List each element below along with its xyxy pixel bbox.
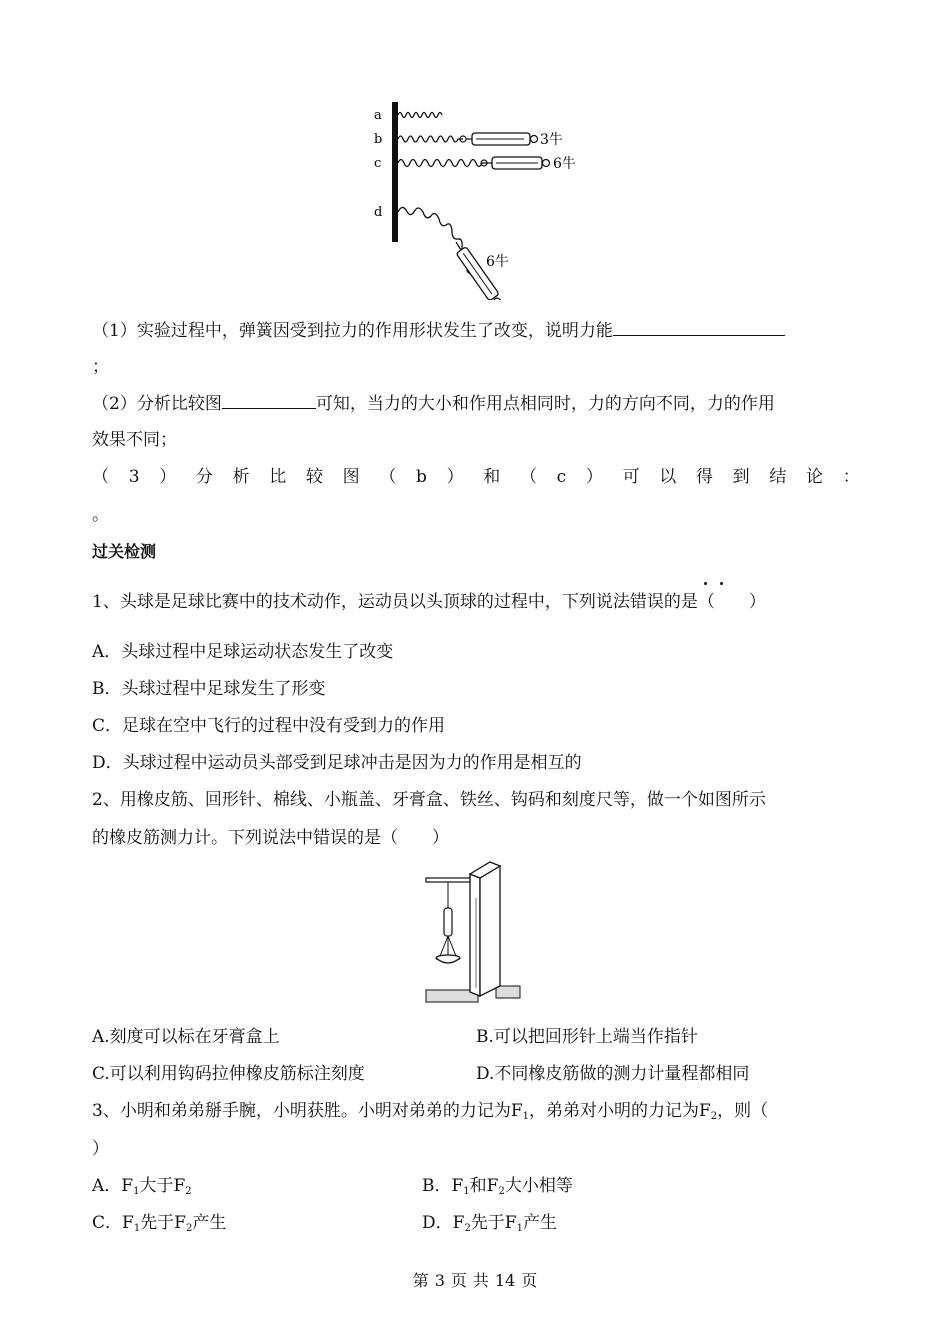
q2-option-c[interactable]: C.可以利用钩码拉伸橡皮筋标注刻度 bbox=[92, 1064, 365, 1084]
reading-d: 6牛 bbox=[486, 254, 509, 270]
section-title: 过关检测 bbox=[92, 542, 157, 561]
cap-bottom bbox=[436, 958, 460, 963]
q-intro-3: （ 3 ） 分 析 比 较 图 （ b ） 和 （ c ） 可 以 得 到 结 论 ： bbox=[92, 467, 860, 487]
answer-blank-1[interactable] bbox=[613, 317, 785, 336]
page-number: 3 bbox=[434, 1271, 445, 1290]
q-intro-2: （2）分析比较图 可知，当力的大小和作用点相同时，力的方向不同，力的作用 bbox=[92, 390, 775, 416]
spring-b bbox=[398, 136, 463, 142]
label-c: c bbox=[374, 156, 382, 171]
rubber-band bbox=[444, 908, 452, 936]
q-intro-1-end: ； bbox=[92, 357, 109, 377]
q3-option-b[interactable]: B．$F_1$和$F_2$大小相等 bbox=[422, 1176, 573, 1197]
q1-option-a[interactable]: A．头球过程中足球运动状态发生了改变 bbox=[92, 642, 394, 662]
page-total: 14 bbox=[494, 1271, 516, 1290]
reading-b: 3牛 bbox=[540, 132, 563, 148]
box-front bbox=[470, 874, 480, 996]
q2-stem-2: 的橡皮筋测力计。下列说法中错误的是（ ） bbox=[92, 828, 449, 848]
q1-option-c[interactable]: C．足球在空中飞行的过程中没有受到力的作用 bbox=[92, 716, 446, 736]
q2-option-b[interactable]: B.可以把回形针上端当作指针 bbox=[476, 1027, 698, 1047]
q3-option-a[interactable]: A．$F_1$大于$F_2$ bbox=[92, 1176, 192, 1197]
q1-option-b[interactable]: B．头球过程中足球发生了形变 bbox=[92, 679, 326, 699]
spring-a bbox=[398, 113, 442, 118]
cap-strings bbox=[440, 936, 456, 956]
q2-stem-1: 2、用橡皮筋、回形针、棉线、小瓶盖、牙膏盒、铁丝、钩码和刻度尺等，做一个如图所示 bbox=[92, 790, 766, 810]
q3-stem: 3、小明和弟弟掰手腕，小明获胜。小明对弟弟的力记为$F_1$，弟弟对小明的力记为$F_2$，则（ bbox=[92, 1101, 769, 1122]
q3-option-c[interactable]: C．$F_1$先于$F_2$产生 bbox=[92, 1213, 227, 1234]
q1-stem: 1、头球是足球比赛中的技术动作，运动员以头顶球的过程中，下列说法错误的是（ ） bbox=[92, 592, 766, 612]
wire-hanger bbox=[426, 878, 470, 882]
q-intro-1: （1）实验过程中，弹簧因受到拉力的作用形状发生了改变，说明力能 bbox=[92, 317, 785, 343]
rubber-band-scale-figure bbox=[418, 858, 528, 1008]
emphasis-dot bbox=[704, 582, 707, 585]
reading-c: 6牛 bbox=[553, 156, 576, 172]
springs-figure bbox=[360, 100, 590, 300]
page-footer: 第 3 页 共 14 页 bbox=[412, 1271, 538, 1290]
q-intro-3-end: 。 bbox=[92, 505, 109, 525]
q2-option-a[interactable]: A.刻度可以标在牙膏盒上 bbox=[92, 1027, 280, 1047]
label-a: a bbox=[374, 108, 382, 123]
label-d: d bbox=[374, 205, 383, 220]
spring-c bbox=[398, 160, 488, 167]
label-b: b bbox=[374, 132, 383, 147]
box-side bbox=[480, 866, 500, 996]
q1-option-d[interactable]: D．头球过程中运动员头部受到足球冲击是因为力的作用是相互的 bbox=[92, 753, 582, 773]
answer-blank-2[interactable] bbox=[222, 390, 316, 409]
spring-d bbox=[398, 207, 471, 274]
emphasis-dot bbox=[720, 582, 723, 585]
ground-right bbox=[496, 986, 520, 998]
q-intro-2-cont: 效果不同； bbox=[92, 430, 177, 450]
q3-option-d[interactable]: D．$F_2$先于$F_1$产生 bbox=[422, 1213, 557, 1234]
wall-bar bbox=[392, 102, 398, 242]
q2-option-d[interactable]: D.不同橡皮筋做的测力计量程都相同 bbox=[476, 1064, 750, 1084]
q3-stem-2: ） bbox=[92, 1139, 109, 1159]
